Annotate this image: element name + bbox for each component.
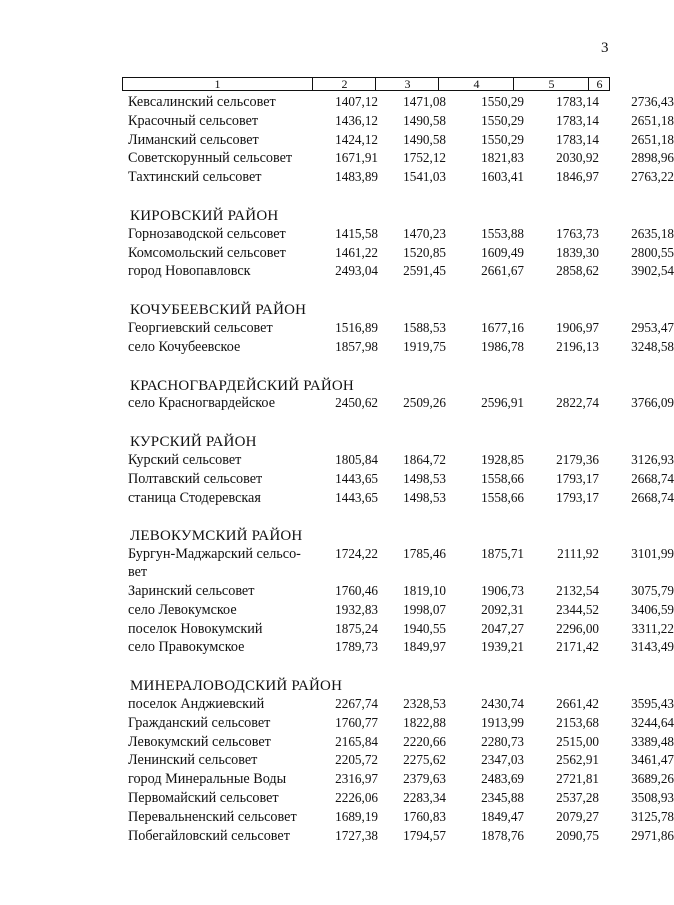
value-col-6: 2668,74	[631, 489, 674, 505]
section-heading: КИРОВСКИЙ РАЙОН	[130, 208, 279, 224]
value-col-6: 3902,54	[631, 263, 674, 279]
section-heading: МИНЕРАЛОВОДСКИЙ РАЙОН	[130, 678, 343, 695]
value-col-3: 1864,72	[403, 452, 446, 467]
value-col-6: 3766,09	[631, 395, 674, 411]
value-col-5: 2179,36	[556, 452, 599, 467]
value-col-3: 1520,85	[403, 244, 446, 260]
value-col-6: 2898,96	[631, 150, 674, 166]
value-col-6: 3126,93	[631, 452, 674, 467]
value-col-6: 3311,22	[631, 620, 674, 636]
value-col-5: 2562,91	[556, 752, 599, 768]
settlement-name: Горнозаводской сельсовет	[128, 225, 286, 242]
settlement-name: Советскорунный сельсовет	[128, 150, 293, 167]
value-col-5: 2111,92	[557, 546, 599, 562]
value-col-3: 1541,03	[403, 169, 446, 185]
settlement-name-continued: вет	[128, 564, 148, 581]
settlement-name: станица Стодеревская	[128, 489, 261, 506]
settlement-name: Георгиевский сельсовет	[128, 320, 273, 336]
value-col-3: 1471,08	[403, 94, 446, 109]
value-col-6: 3075,79	[631, 583, 674, 598]
value-col-2: 1424,12	[335, 131, 378, 147]
value-col-2: 2493,04	[335, 263, 378, 279]
settlement-name: Полтавский сельсовет	[128, 470, 263, 487]
value-col-6: 2763,22	[631, 169, 674, 185]
value-col-5: 1906,97	[556, 320, 599, 335]
value-col-6: 2635,18	[631, 225, 674, 241]
value-col-5: 2537,28	[556, 790, 599, 805]
value-col-6: 3248,58	[631, 338, 674, 354]
value-col-6: 2800,55	[631, 244, 674, 260]
value-col-5: 2090,75	[556, 827, 599, 843]
value-col-4: 1875,71	[481, 546, 524, 562]
value-col-2: 2226,06	[335, 790, 378, 805]
value-col-4: 1558,66	[481, 489, 524, 505]
settlement-name: Бургун-Маджарский сельсо-	[128, 546, 301, 563]
value-col-2: 1932,83	[335, 601, 378, 617]
header-col-6: 6	[588, 78, 610, 90]
value-col-6: 3461,47	[631, 752, 674, 768]
value-col-4: 2280,73	[481, 733, 524, 749]
value-col-3: 1490,58	[403, 131, 446, 147]
value-col-2: 2316,97	[335, 771, 378, 787]
value-col-6: 2651,18	[631, 131, 674, 147]
value-col-4: 2047,27	[481, 620, 524, 636]
value-col-2: 1805,84	[335, 452, 378, 467]
settlement-name: поселок Новокумский	[128, 620, 263, 637]
settlement-name: Лиманский сельсовет	[128, 131, 259, 148]
value-col-4: 1939,21	[481, 639, 524, 655]
value-col-6: 2651,18	[631, 112, 674, 128]
value-col-3: 1760,83	[403, 808, 446, 824]
value-col-5: 1793,17	[556, 489, 599, 505]
value-col-4: 1609,49	[481, 244, 524, 260]
page-number: 3	[601, 40, 609, 56]
value-col-4: 1603,41	[481, 169, 524, 185]
value-col-2: 1789,73	[335, 639, 378, 655]
value-col-2: 2267,74	[335, 696, 378, 711]
value-col-2: 1724,22	[335, 546, 378, 562]
value-col-2: 1407,12	[335, 94, 378, 109]
value-col-4: 1906,73	[481, 583, 524, 598]
value-col-3: 1588,53	[403, 320, 446, 335]
value-col-3: 1940,55	[403, 620, 446, 636]
value-col-6: 2736,43	[631, 94, 674, 109]
settlement-name: село Левокумское	[128, 601, 237, 618]
value-col-4: 1553,88	[481, 225, 524, 241]
settlement-name: Побегайловский сельсовет	[128, 827, 290, 844]
value-col-2: 1727,38	[335, 827, 378, 843]
value-col-3: 2591,45	[403, 263, 446, 279]
header-col-1: 1	[214, 77, 221, 91]
value-col-6: 3101,99	[631, 546, 674, 562]
value-col-3: 1998,07	[403, 601, 446, 617]
value-col-5: 2079,27	[556, 808, 599, 824]
settlement-name: село Красногвардейское	[128, 395, 276, 412]
value-col-3: 1822,88	[403, 714, 446, 730]
value-col-4: 1550,29	[481, 112, 524, 128]
header-col-4: 4	[438, 78, 514, 90]
value-col-3: 1819,10	[403, 583, 446, 598]
value-col-4: 1550,29	[481, 131, 524, 147]
value-col-3: 2220,66	[403, 733, 446, 749]
value-col-3: 1498,53	[403, 470, 446, 486]
value-col-6: 3406,59	[631, 601, 674, 617]
section-heading: КОЧУБЕЕВСКИЙ РАЙОН	[130, 302, 307, 319]
value-col-5: 2153,68	[556, 714, 599, 730]
settlement-name: Кевсалинский сельсовет	[128, 94, 276, 110]
header-col-2: 2	[312, 78, 376, 90]
value-col-6: 3689,26	[631, 771, 674, 787]
value-col-3: 2379,63	[403, 771, 446, 787]
value-col-3: 2275,62	[403, 752, 446, 768]
value-col-4: 2661,67	[481, 263, 524, 279]
settlement-name: Заринский сельсовет	[128, 583, 255, 599]
value-col-2: 1461,22	[335, 244, 378, 260]
value-col-4: 2483,69	[481, 771, 524, 787]
value-col-5: 1783,14	[556, 94, 599, 109]
value-col-3: 2283,34	[403, 790, 446, 805]
value-col-4: 1878,76	[481, 827, 524, 843]
value-col-5: 2171,42	[556, 639, 599, 655]
settlement-name: Ленинский сельсовет	[128, 752, 258, 769]
settlement-name: Комсомольский сельсовет	[128, 244, 286, 261]
settlement-name: Красочный сельсовет	[128, 112, 259, 129]
value-col-3: 2328,53	[403, 696, 446, 711]
value-col-5: 2344,52	[556, 601, 599, 617]
value-col-5: 2196,13	[556, 338, 599, 354]
value-col-2: 1671,91	[335, 150, 378, 166]
value-col-2: 1415,58	[335, 225, 378, 241]
value-col-4: 2596,91	[481, 395, 524, 411]
value-col-5: 2661,42	[556, 696, 599, 711]
settlement-name: Курский сельсовет	[128, 452, 242, 468]
settlement-name: Первомайский сельсовет	[128, 790, 279, 806]
settlement-name: село Кочубеевское	[128, 338, 241, 355]
value-col-3: 1919,75	[403, 338, 446, 354]
value-col-5: 2515,00	[556, 733, 599, 749]
value-col-6: 2971,86	[631, 827, 674, 843]
value-col-6: 3125,78	[631, 808, 674, 824]
table-header-row	[122, 77, 610, 91]
value-col-3: 1752,12	[403, 150, 446, 166]
settlement-name: город Новопавловск	[128, 263, 251, 280]
value-col-4: 1928,85	[481, 452, 524, 467]
value-col-4: 1913,99	[481, 714, 524, 730]
value-col-6: 3508,93	[631, 790, 674, 805]
value-col-3: 1490,58	[403, 112, 446, 128]
value-col-5: 1763,73	[556, 225, 599, 241]
value-col-2: 1436,12	[335, 112, 378, 128]
section-heading: КРАСНОГВАРДЕЙСКИЙ РАЙОН	[130, 377, 354, 394]
section-heading: КУРСКИЙ РАЙОН	[130, 434, 257, 451]
value-col-2: 2450,62	[335, 395, 378, 411]
value-col-4: 1849,47	[481, 808, 524, 824]
value-col-5: 2132,54	[556, 583, 599, 598]
value-col-4: 1677,16	[481, 320, 524, 335]
value-col-5: 1793,17	[556, 470, 599, 486]
settlement-name: село Правокумское	[128, 639, 245, 656]
value-col-5: 1783,14	[556, 131, 599, 147]
settlement-name: город Минеральные Воды	[128, 771, 287, 788]
value-col-5: 2030,92	[556, 150, 599, 166]
value-col-4: 1821,83	[481, 150, 524, 166]
value-col-2: 1443,65	[335, 489, 378, 505]
value-col-3: 1794,57	[403, 827, 446, 843]
value-col-5: 2822,74	[556, 395, 599, 411]
value-col-6: 2668,74	[631, 470, 674, 486]
value-col-2: 1516,89	[335, 320, 378, 335]
value-col-4: 1558,66	[481, 470, 524, 486]
value-col-4: 1550,29	[481, 94, 524, 109]
value-col-4: 2347,03	[481, 752, 524, 768]
value-col-2: 1760,46	[335, 583, 378, 598]
value-col-3: 1849,97	[403, 639, 446, 655]
value-col-2: 2165,84	[335, 733, 378, 749]
settlement-name: Гражданский сельсовет	[128, 714, 271, 731]
value-col-2: 1443,65	[335, 470, 378, 486]
value-col-2: 1689,19	[335, 808, 378, 824]
header-col-5: 5	[513, 78, 589, 90]
value-col-3: 1470,23	[403, 225, 446, 241]
value-col-2: 1857,98	[335, 338, 378, 354]
value-col-4: 1986,78	[481, 338, 524, 354]
value-col-3: 2509,26	[403, 395, 446, 411]
settlement-name: Левокумский сельсовет	[128, 733, 271, 750]
value-col-2: 1875,24	[335, 620, 378, 636]
value-col-2: 1760,77	[335, 714, 378, 730]
value-col-5: 2721,81	[556, 771, 599, 787]
value-col-2: 1483,89	[335, 169, 378, 185]
value-col-5: 1839,30	[556, 244, 599, 260]
section-heading: ЛЕВОКУМСКИЙ РАЙОН	[130, 528, 303, 545]
value-col-6: 2953,47	[631, 320, 674, 335]
value-col-4: 2430,74	[481, 696, 524, 711]
value-col-6: 3143,49	[631, 639, 674, 655]
settlement-name: поселок Анджиевский	[128, 696, 265, 712]
value-col-5: 2296,00	[556, 620, 599, 636]
settlement-name: Перевальненский сельсовет	[128, 808, 297, 825]
settlement-name: Тахтинский сельсовет	[128, 169, 262, 186]
value-col-5: 1846,97	[556, 169, 599, 185]
value-col-6: 3389,48	[631, 733, 674, 749]
value-col-5: 1783,14	[556, 112, 599, 128]
header-col-3: 3	[375, 78, 439, 90]
value-col-6: 3244,64	[631, 714, 674, 730]
value-col-4: 2092,31	[481, 601, 524, 617]
value-col-4: 2345,88	[481, 790, 524, 805]
value-col-6: 3595,43	[631, 696, 674, 711]
value-col-2: 2205,72	[335, 752, 378, 768]
value-col-3: 1785,46	[403, 546, 446, 562]
value-col-5: 2858,62	[556, 263, 599, 279]
value-col-3: 1498,53	[403, 489, 446, 505]
